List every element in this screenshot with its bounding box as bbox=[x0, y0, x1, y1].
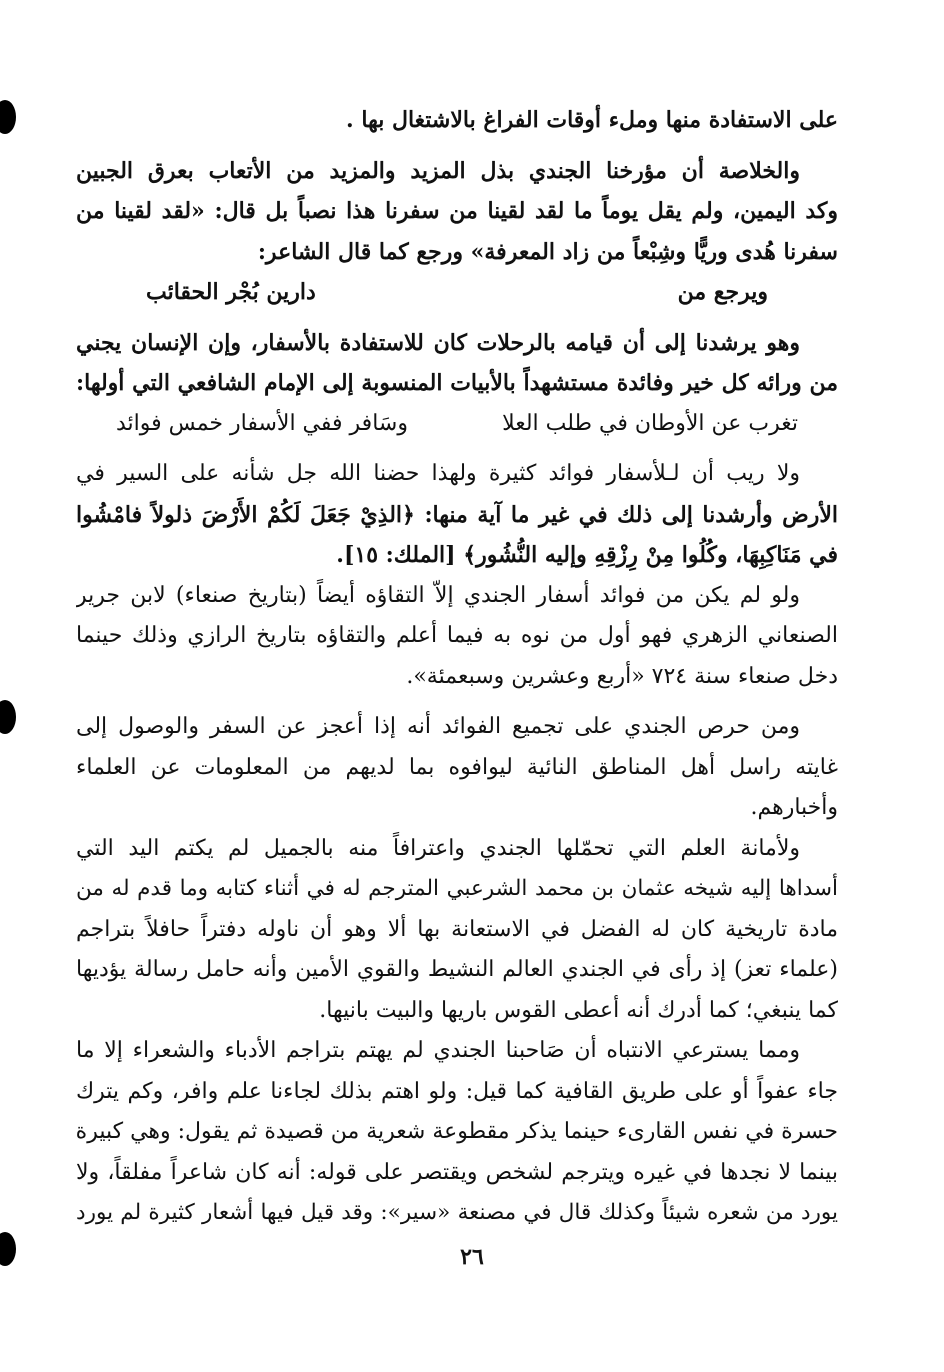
binding-hole-mark bbox=[0, 700, 16, 734]
text-line: ومما يسترعي الانتباه أن صَاحبنا الجندي لم يهتم بتراجم الأدباء والشعراء إلا ما bbox=[76, 1038, 800, 1063]
paragraph bbox=[76, 323, 838, 445]
paragraph bbox=[76, 576, 838, 698]
text-line: أسداها إليه شيخه عثمان بن محمد الشرعبي المترجم له في أثناء كتابه وما قدم له من bbox=[76, 876, 838, 901]
text-line: ولو لم يكن من فوائد أسفار الجندي إلاّ التقاؤه أيضاً (بتاريخ صنعاء) لابن جرير bbox=[76, 582, 800, 608]
text-line: على الاستفادة منها وملء أوقات الفراغ بالاشتغال بها . bbox=[346, 107, 838, 133]
verse-right-hemistich: ويرجع من bbox=[677, 279, 768, 305]
text-line: الصنعاني الزهري فهو أول من نوه به فيما أعلم والتقاؤه بتاريخ الرازي وذلك حينما bbox=[76, 623, 838, 648]
paragraph bbox=[76, 1031, 838, 1234]
text-line: وهو يرشدنا إلى أن قيامه بالرحلات كان للاستفادة بالأسفار، وإن الإنسان يجني bbox=[76, 329, 800, 356]
body-text bbox=[76, 100, 838, 1234]
text-line: ولا ريب أن لـلأسفار فوائد كثيرة ولهذا حضنا الله جل شأنه على السير في bbox=[76, 461, 800, 486]
poem-verse bbox=[76, 404, 838, 445]
page-number: ٢٦ bbox=[460, 1244, 484, 1270]
paragraph bbox=[76, 454, 838, 576]
quran-verse-line: في مَنَاكِبِهَا، وكُلُوا مِنْ رِزْقِهِ وإليه النُّشُور﴾ [الملك: ١٥]. bbox=[336, 542, 838, 568]
text-line: سفرنا هُدى وريًّا وشِبْعاً من زاد المعرفة» ورجع كما قال الشاعر: bbox=[257, 238, 838, 265]
poem-verse bbox=[76, 272, 838, 313]
paragraph bbox=[76, 151, 838, 313]
text-line: وأخبارهم. bbox=[750, 795, 838, 820]
paragraph bbox=[76, 829, 838, 1032]
text-line: جاء عفواً أو على طريق القافية كما قيل: ولو اهتم بذلك لجاءنا علم وافر، وكم يترك bbox=[76, 1078, 838, 1104]
text-line: ومن حرص الجندي على تجميع الفوائد أنه إذا أعجز عن السفر والوصول إلى bbox=[76, 714, 800, 739]
binding-hole-mark bbox=[0, 100, 16, 134]
text-line: من ورائه كل خير وفائدة مستشهداً بالأبيات المنسوبة إلى الإمام الشافعي التي أولها: bbox=[76, 370, 838, 396]
text-line: بينما لا نجدها في غيره ويترجم لشخص ويقتصر على قوله: أنه كان شاعراً مفلقاً، ولا bbox=[76, 1159, 838, 1185]
text-line: مادة تاريخية كان له الفضل في الاستعانة بها ألا وهو أن ناوله دفتراً حافلاً بتراجم bbox=[76, 916, 838, 942]
verse-left-hemistich: وسَافر ففي الأسفار خمس فوائد bbox=[116, 410, 408, 436]
text-line: يورد من شعره شيئاً وكذلك قال في مصنعة «سير»: وقد قيل فيها أشعار كثيرة لم يورد bbox=[76, 1200, 838, 1225]
paragraph bbox=[76, 707, 838, 829]
text-line: (علماء تعز) إذ رأى في الجندي العالم النشيط والقوي الأمين وأنه حامل رسالة يؤديها bbox=[76, 957, 838, 982]
text-line: كما ينبغي؛ كما أدرك أنه أعطى القوس باريها والبيت بانيها. bbox=[319, 997, 838, 1023]
text-line: دخل صنعاء سنة ٧٢٤ «أربع وعشرين وسبعمئة». bbox=[406, 663, 838, 689]
text-line: غايته راسل أهل المناطق النائية ليوافوه بما لديهم من المعلومات عن العلماء bbox=[76, 754, 838, 780]
quran-verse-line: الأرض وأرشدنا إلى ذلك في غير ما آية منها: ﴿الذِيْ جَعَلَ لَكُمْ الأَرْضَ ذلولاً فامْشُوا bbox=[76, 501, 838, 528]
verse-left-hemistich: دارين بُجْر الحقائب bbox=[146, 279, 316, 305]
paragraph bbox=[76, 100, 838, 141]
text-line: حسرة في نفس القارىء حينما يذكر مقطوعة شعرية من قصيدة ثم يقول: وهي كبيرة bbox=[76, 1119, 838, 1144]
verse-right-hemistich: تغرب عن الأوطان في طلب العلا bbox=[502, 410, 798, 436]
text-line: والخلاصة أن مؤرخنا الجندي بذل المزيد والمزيد من الأتعاب بعرق الجبين bbox=[76, 157, 800, 184]
text-line: ولأمانة العلم التي تحمّلها الجندي واعترافاً منه بالجميل لم يكتم اليد التي bbox=[76, 835, 800, 861]
text-line: وكد اليمين، ولم يقل يوماً ما لقد لقينا من سفرنا هذا نصباً بل قال: «لقد لقينا من bbox=[76, 198, 838, 224]
